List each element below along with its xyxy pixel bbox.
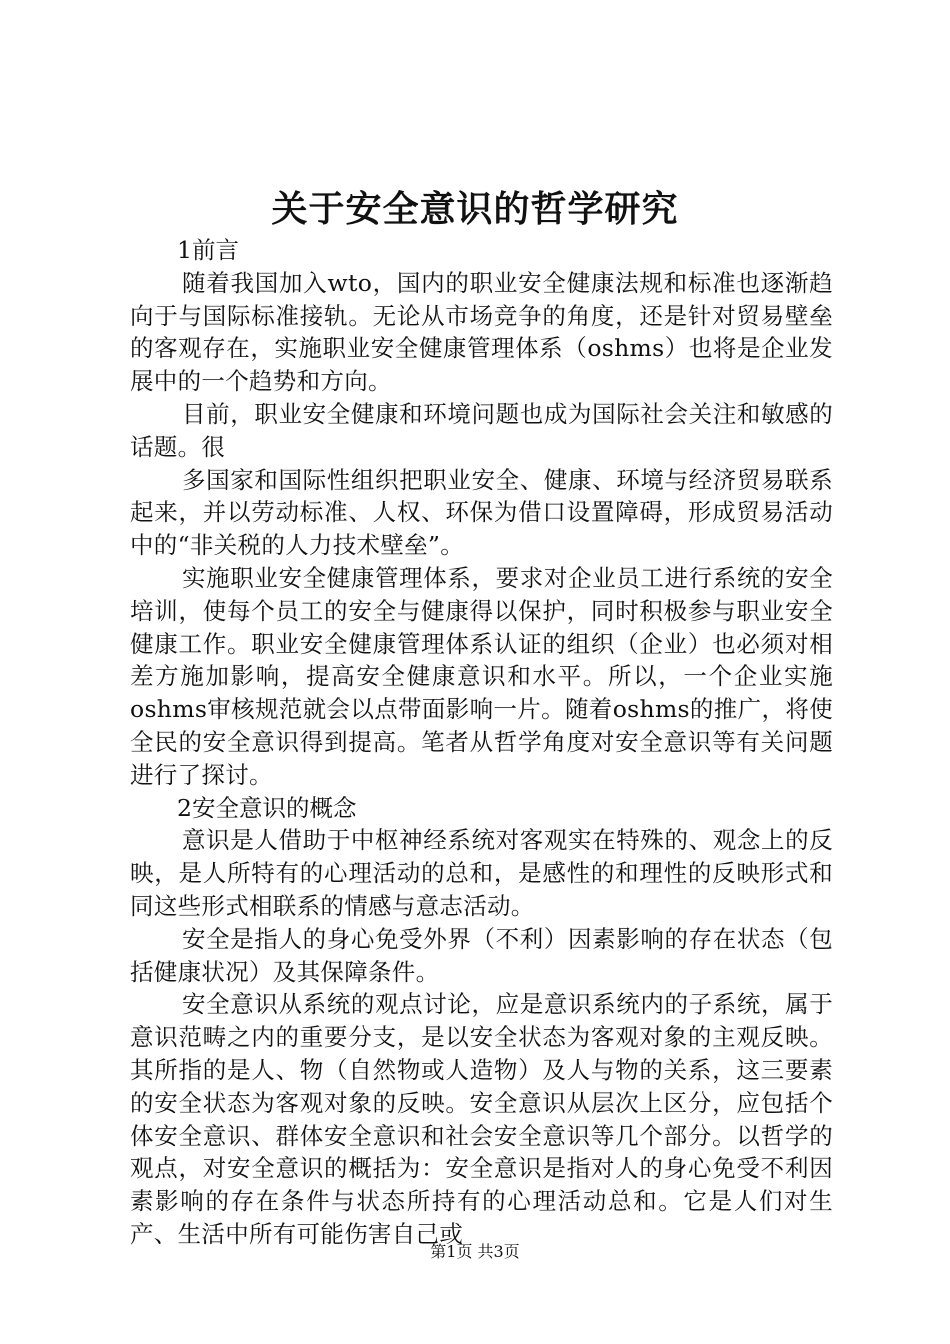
section-heading: 1前言 xyxy=(177,236,239,264)
paragraph: 实施职业安全健康管理体系，要求对企业员工进行系统的安全培训，使每个员工的安全与健康得以保护，同时积极参与职业安全健康工作。职业安全健康管理体系认证的组织（企业）也必须对相差方施加影响，提高安全健康意识和水平。所以，一个企业实施oshms审核规范就会以点带面影响一片。随着oshms的推广，将使全民的安全意识得到提高。笔者从哲学角度对安全意识等有关问题进行了探讨。 xyxy=(130,563,833,789)
paragraph: 意识是人借助于中枢神经系统对客观实在特殊的、观念上的反映，是人所特有的心理活动的总和，是感性的和理性的反映形式和同这些形式相联系的情感与意志活动。 xyxy=(130,826,833,920)
page-footer: 第1页 共3页 xyxy=(430,1242,520,1261)
paragraph: 随着我国加入wto，国内的职业安全健康法规和标准也逐渐趋向于与国际标准接轨。无论从市场竞争的角度，还是针对贸易壁垒的客观存在，实施职业安全健康管理体系（oshms）也将是企业发展中的一个趋势和方向。 xyxy=(130,268,833,396)
paragraph: 安全意识从系统的观点讨论，应是意识系统内的子系统，属于意识范畴之内的重要分支，是以安全状态为客观对象的主观反映。其所指的是人、物（自然物或人造物）及人与物的关系，这三要素的安全状态为客观对象的反映。安全意识从层次上区分，应包括个体安全意识、群体安全意识和社会安全意识等几个部分。以哲学的观点，对安全意识的概括为：安全意识是指对人的身心免受不利因素影响的存在条件与状态所持有的心理活动总和。它是人们对生产、生活中所有可能伤害自己或 xyxy=(130,990,833,1248)
document-body xyxy=(130,234,833,1251)
section-heading: 2安全意识的概念 xyxy=(177,793,357,822)
paragraph: 安全是指人的身心免受外界（不利）因素影响的存在状态（包括健康状况）及其保障条件。 xyxy=(130,924,833,986)
paragraph: 目前，职业安全健康和环境问题也成为国际社会关注和敏感的话题。很 xyxy=(130,399,833,461)
document-title: 关于安全意识的哲学研究 xyxy=(271,188,679,230)
paragraph: 多国家和国际性组织把职业安全、健康、环境与经济贸易联系起来，并以劳动标准、人权、环保为借口设置障碍，形成贸易活动中的“非关税的人力技术壁垒”。 xyxy=(130,465,833,560)
